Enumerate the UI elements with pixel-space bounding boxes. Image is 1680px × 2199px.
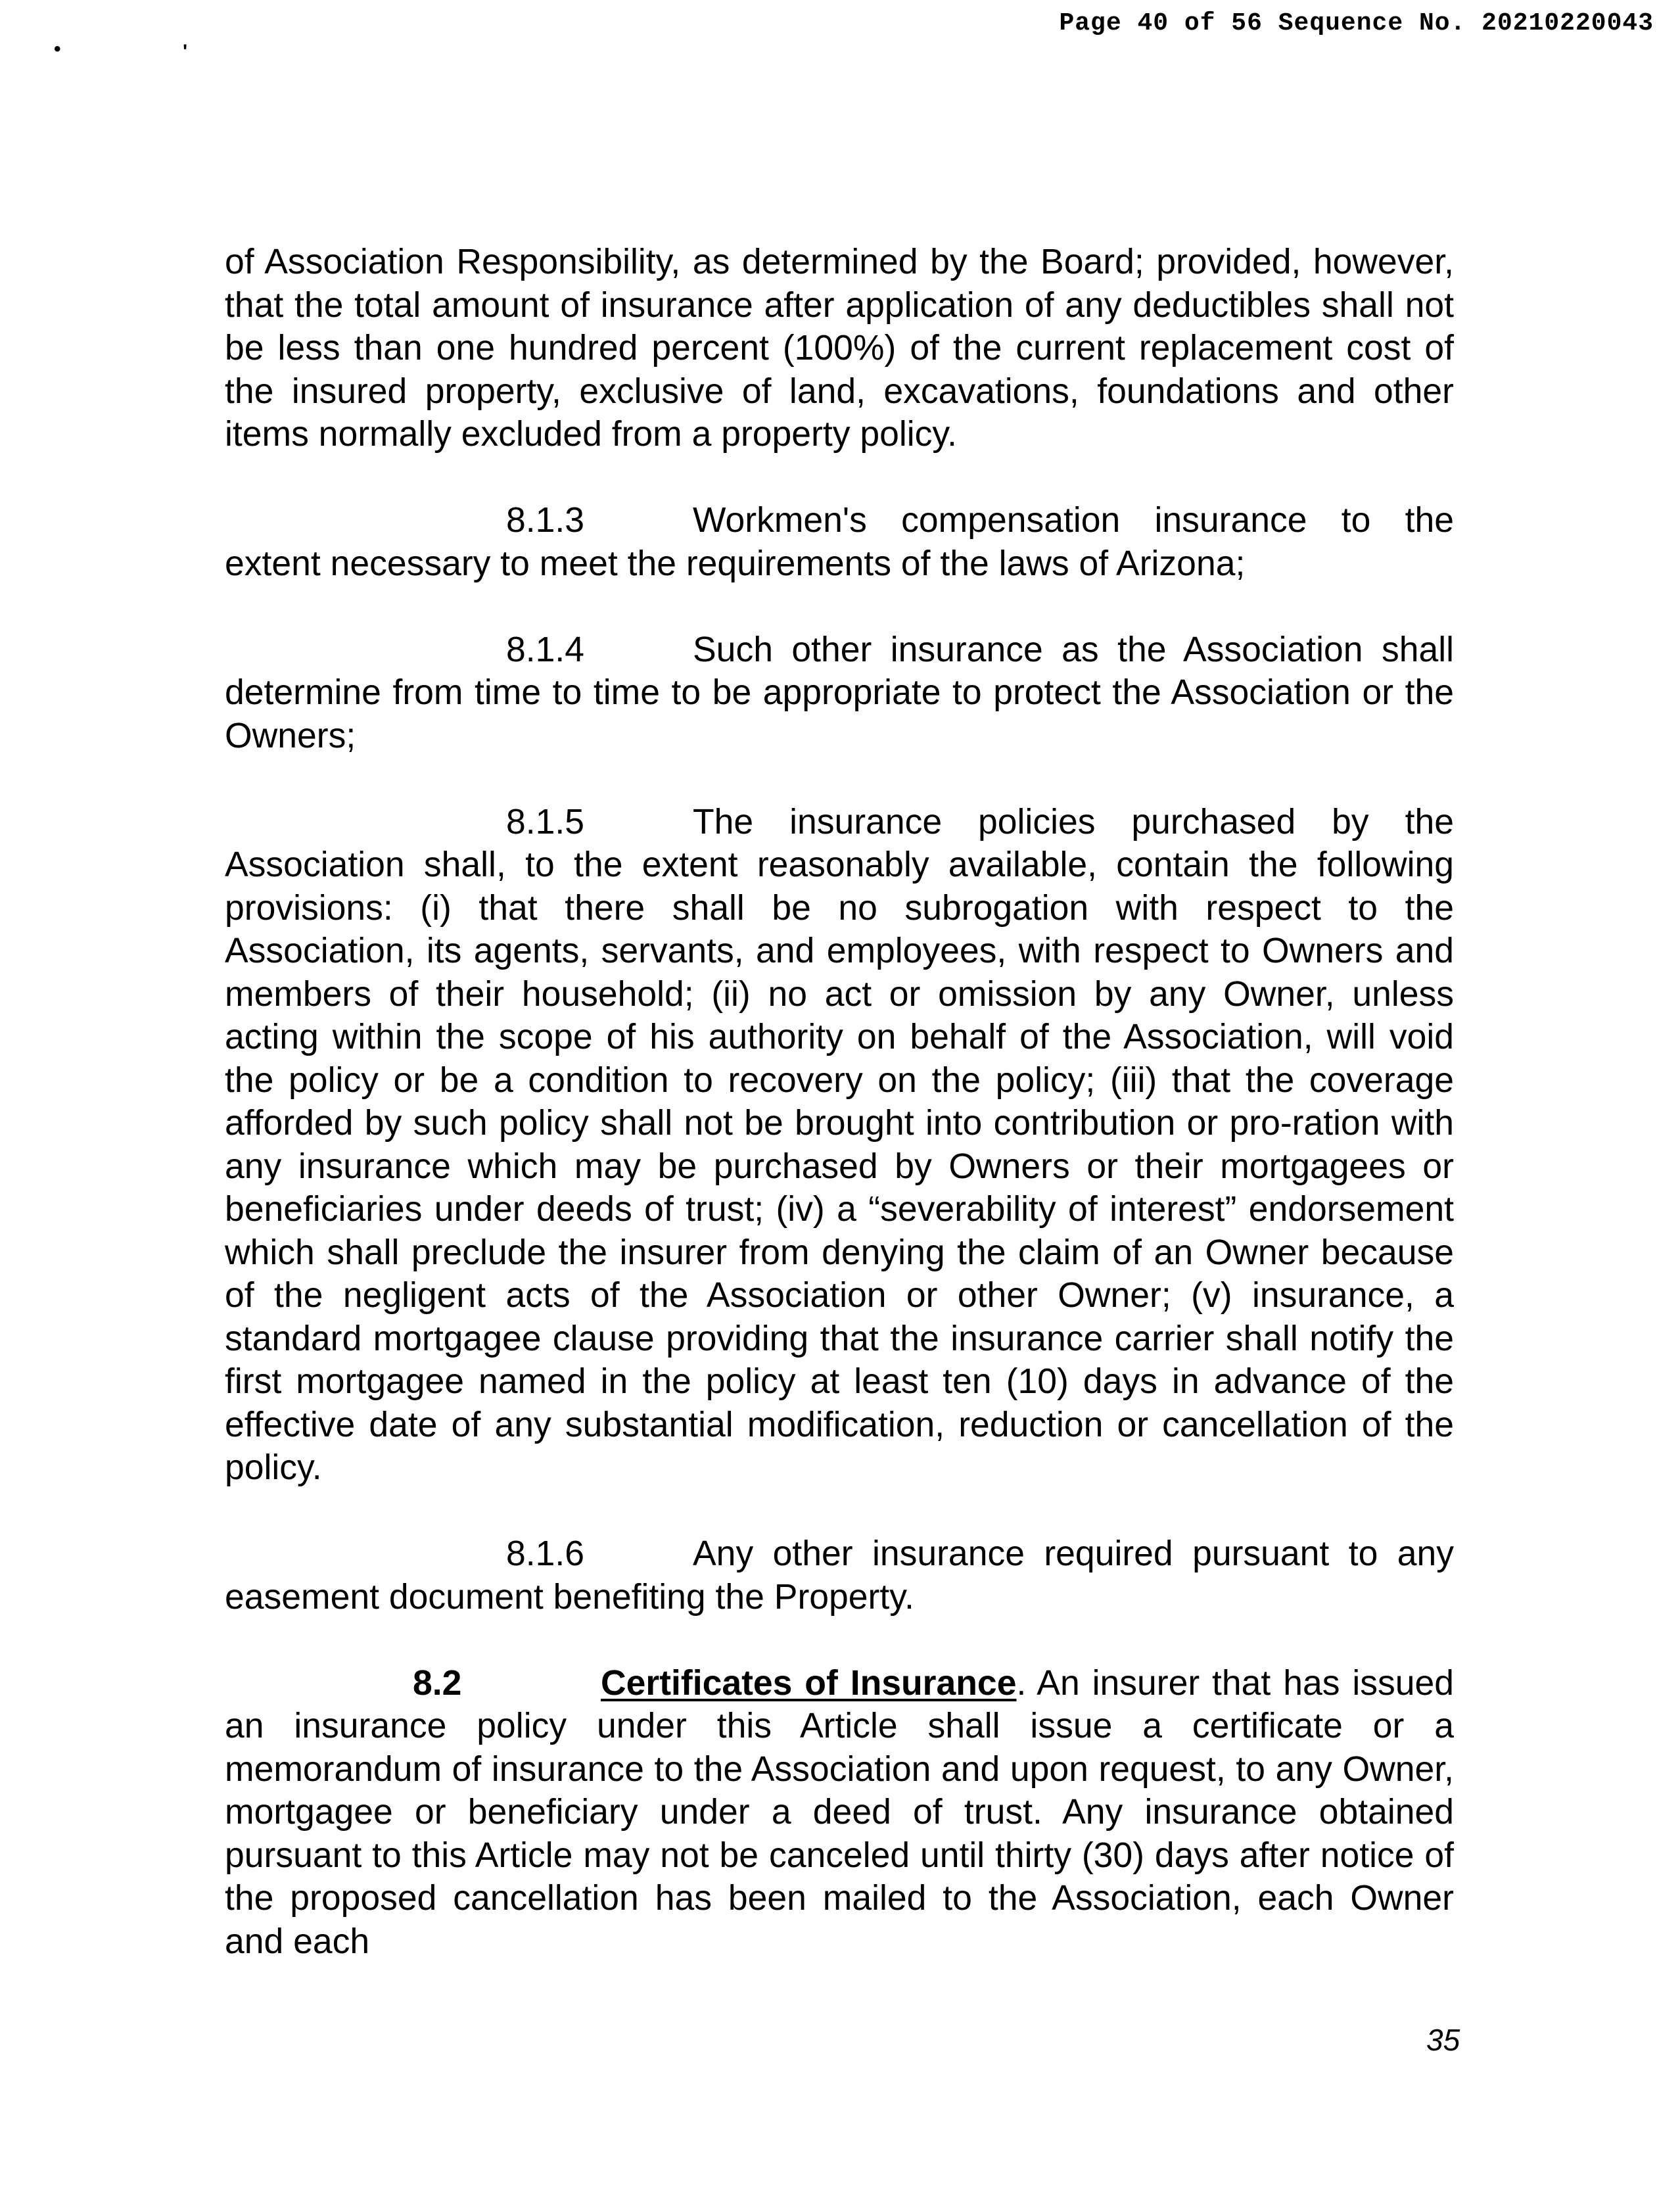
page-number: 35 [1426,2023,1460,2057]
clause-8-1-6 [225,1532,1454,1619]
paragraph-continuation [225,241,1454,456]
recording-header: Page 40 of 56 Sequence No. 20210220043 [1059,9,1654,37]
section-heading-punct: . [1016,1663,1027,1703]
clause-number: 8.1.5 [506,802,584,841]
clause-number: 8.1.4 [506,630,584,669]
scan-mark-tick: ' [183,41,188,62]
clause-8-1-4 [225,628,1454,758]
clause-text: Such other insurance as the Association shall determine from time to time to be appropriate to protect the Association or the Owners; [225,630,1454,755]
paragraph-gap [225,585,1454,628]
paragraph-gap [225,1490,1454,1533]
clause-text: Workmen's compensation insurance to the extent necessary to meet the requirements of the laws of Arizona; [225,501,1454,583]
paragraph-gap [225,757,1454,801]
section-heading: Certificates of Insurance [601,1663,1017,1703]
document-body [225,241,1454,1963]
section-number: 8.2 [413,1663,462,1703]
clause-8-1-3 [225,499,1454,585]
clause-8-1-5 [225,801,1454,1490]
clause-number: 8.1.6 [506,1534,584,1573]
scan-mark-dot: • [54,38,61,60]
clause-text: Any other insurance required pursuant to any easement document benefiting the Property. [225,1534,1454,1617]
section-text: An insurer that has issued an insurance policy under this Article shall issue a certificate or a memorandum of insurance to the Association and upon request, to any Owner, mortgagee or beneficiary under a deed of trust. Any insurance obtained pursuant to this Article may not be canceled until thirty (30) days after notice of the proposed cancellation has been mailed to the Association, each Owner and each [225,1663,1454,1961]
clause-text: The insurance policies purchased by the Association shall, to the extent reasonably available, contain the following provisions: (i) that there shall be no subrogation with respect to the Association, its agents, servants, and employees, with respect to Owners and members of their household; (ii) no act or omission by any Owner, unless acting within the scope of his authority on behalf of the Association, will void the policy or be a condition to recovery on the policy; (iii) that the coverage afforded by such policy shall not be brought into contribution or pro-ration with any insurance which may be purchased by Owners or their mortgagees or beneficiaries under deeds of trust; (iv) a “severability of interest” endorsement which shall preclude the insurer from denying the claim of an Owner because of the negligent acts of the Association or other Owner; (v) insurance, a standard mortgagee clause providing that the insurance carrier shall notify the first mortgagee named in the policy at least ten (10) days in advance of the effective date of any substantial modification, reduction or cancellation of the policy. [225,802,1454,1487]
paragraph-text: of Association Responsibility, as determined by the Board; provided, however, that the total amount of insurance after application of any deductibles shall not be less than one hundred percent (100%) of the current replacement cost of the insured property, exclusive of land, excavations, foundations and other items normally excluded from a property policy. [225,243,1454,454]
paragraph-gap [225,1619,1454,1662]
clause-number: 8.1.3 [506,501,584,540]
section-8-2 [225,1662,1454,1964]
paragraph-gap [225,456,1454,500]
